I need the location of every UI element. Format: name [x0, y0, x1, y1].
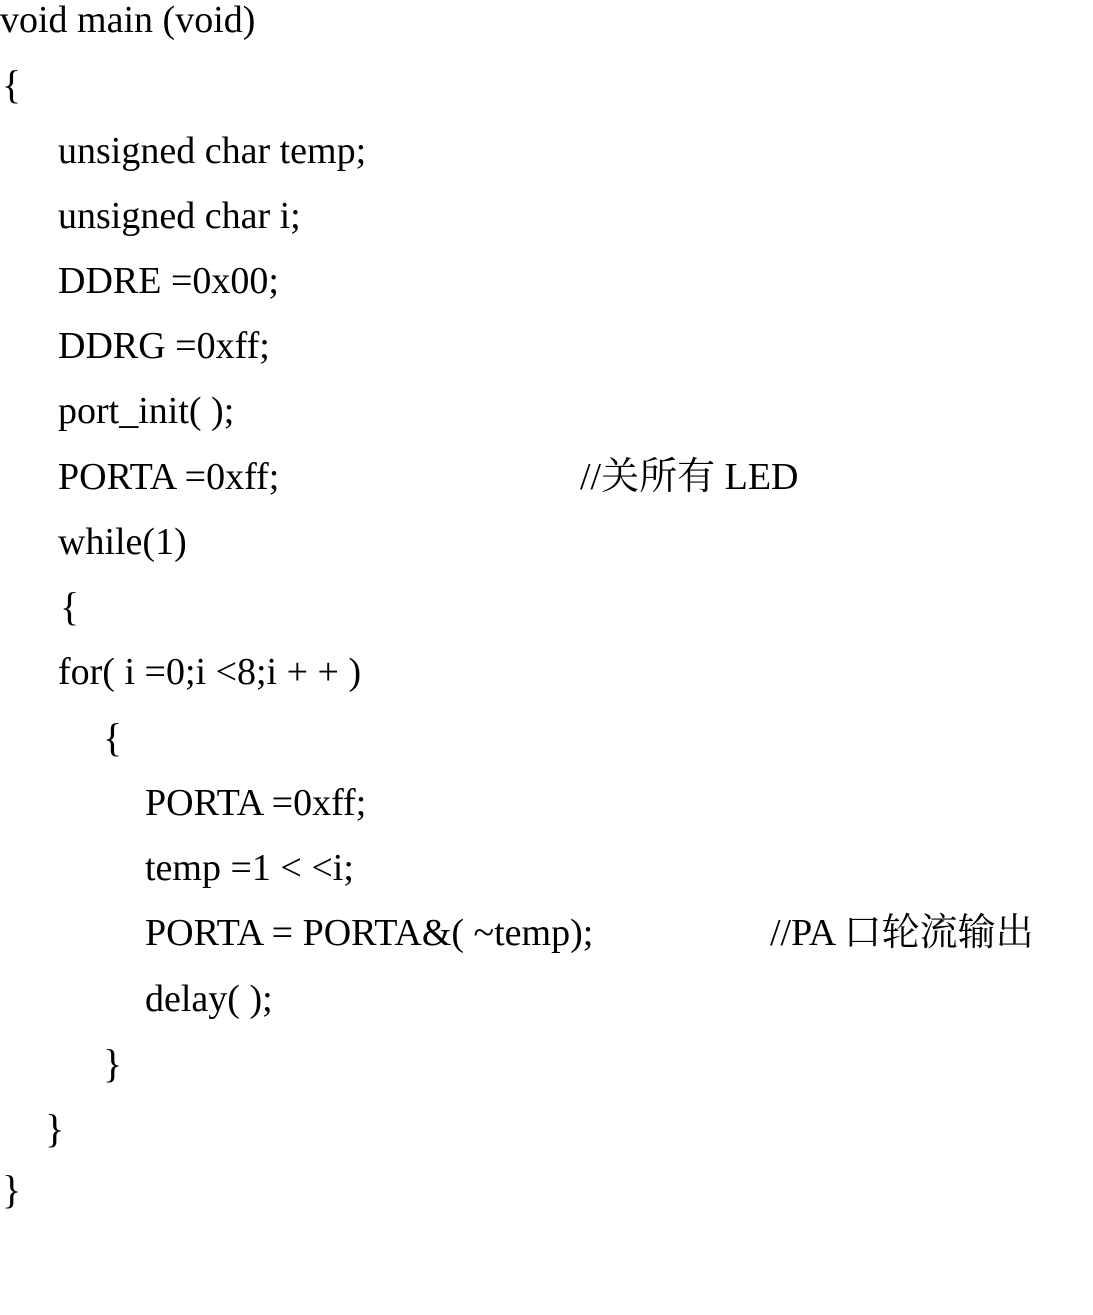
code-line — [0, 713, 123, 763]
code-text: void main (void) — [0, 0, 256, 41]
code-line — [0, 908, 1093, 958]
code-text: { — [60, 584, 80, 629]
code-comment: //PA 口轮流输出 — [770, 912, 1034, 954]
code-line — [0, 647, 362, 697]
code-text: delay( ); — [145, 978, 273, 1020]
code-text: DDRE =0x00; — [58, 260, 279, 302]
code-comment: //关所有 LED — [580, 456, 799, 498]
code-line — [0, 778, 367, 828]
code-line — [0, 1165, 40, 1215]
code-line — [0, 843, 354, 893]
code-line — [0, 60, 40, 110]
code-line — [0, 386, 235, 436]
code-text: unsigned char i; — [58, 195, 301, 237]
code-line — [0, 1104, 65, 1154]
code-line — [0, 321, 270, 371]
code-line — [0, 0, 256, 45]
code-text: } — [103, 1041, 123, 1086]
code-text: PORTA = PORTA&( ~temp); — [145, 912, 594, 954]
code-text: PORTA =0xff; — [145, 782, 367, 824]
code-text: temp =1 < <i; — [145, 847, 354, 889]
code-text: port_init( ); — [58, 390, 235, 432]
code-text: DDRG =0xff; — [58, 325, 270, 367]
code-line — [0, 452, 1093, 502]
code-line — [0, 974, 273, 1024]
code-line — [0, 1039, 123, 1089]
code-line — [0, 256, 279, 306]
code-text: { — [103, 715, 123, 760]
code-text: while(1) — [58, 521, 187, 563]
code-text: } — [2, 1167, 22, 1212]
code-text: for( i =0;i <8;i + + ) — [58, 651, 362, 693]
code-line — [0, 582, 80, 632]
code-text: unsigned char temp; — [58, 130, 367, 172]
code-text: } — [45, 1106, 65, 1151]
code-line — [0, 517, 187, 567]
code-text: PORTA =0xff; — [58, 456, 280, 498]
code-line — [0, 191, 301, 241]
code-line — [0, 126, 367, 176]
code-text: { — [2, 62, 22, 107]
